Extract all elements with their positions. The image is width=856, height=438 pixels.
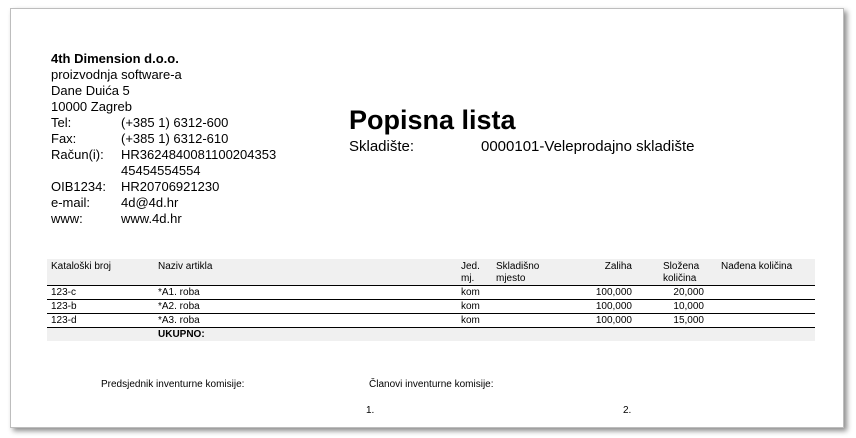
company-email	[51, 195, 276, 211]
company-name: 4th Dimension d.o.o.	[51, 51, 179, 66]
company-fax	[51, 131, 276, 147]
cell-stock: 100,000	[595, 287, 632, 298]
account-value-1: HR3624840081100204353	[121, 147, 277, 162]
warehouse-line	[349, 138, 695, 155]
president-signature-label: Predsjednik inventurne komisije:	[101, 379, 245, 390]
cell-catalog: 123-c	[51, 287, 77, 298]
table-row	[47, 314, 815, 328]
cell-stacked: 20,000	[673, 287, 704, 298]
header-name: Naziv artikla	[158, 261, 213, 272]
tel-value: (+385 1) 6312-600	[121, 115, 229, 130]
fax-value: (+385 1) 6312-610	[121, 131, 229, 146]
cell-name: *A1. roba	[158, 287, 200, 298]
table-row	[47, 286, 815, 300]
header-unit-line2: mj.	[461, 273, 475, 284]
company-activity: proizvodnja software-a	[51, 67, 182, 82]
cell-unit: kom	[461, 315, 480, 326]
member-1-label: 1.	[366, 405, 375, 416]
inventory-table	[47, 259, 815, 341]
members-signature-label: Članovi inventurne komisije:	[369, 379, 494, 390]
header-stacked	[663, 261, 699, 285]
header-catalog: Kataloški broj	[51, 261, 112, 272]
table-total-row	[47, 328, 815, 341]
company-street: Dane Duića 5	[51, 83, 130, 98]
header-stock: Zaliha	[604, 261, 632, 272]
table-row	[47, 300, 815, 314]
account-label: Račun(i):	[51, 147, 104, 162]
header-unit	[461, 261, 480, 285]
www-label: www:	[51, 211, 83, 226]
fax-label: Fax:	[51, 131, 77, 146]
header-location-line1: Skladišno	[496, 261, 540, 272]
header-location-line2: mjesto	[496, 273, 526, 284]
email-value: 4d@4d.hr	[121, 195, 179, 210]
cell-stacked: 10,000	[673, 301, 704, 312]
header-found: Nađena količina	[721, 261, 793, 272]
company-www	[51, 211, 276, 227]
total-label: UKUPNO:	[158, 329, 205, 340]
company-block	[51, 51, 276, 227]
warehouse-label: Skladište:	[349, 138, 415, 155]
header-unit-line1: Jed.	[461, 261, 480, 272]
header-stacked-line1: Složena	[663, 261, 700, 272]
email-label: e-mail:	[51, 195, 91, 210]
cell-unit: kom	[461, 301, 480, 312]
member-2-label: 2.	[623, 405, 632, 416]
warehouse-value: 0000101-Veleprodajno skladište	[481, 138, 695, 155]
header-stacked-line2: količina	[663, 273, 697, 284]
cell-stock: 100,000	[595, 315, 632, 326]
cell-stacked: 15,000	[673, 315, 704, 326]
oib-value: HR20706921230	[121, 179, 220, 194]
oib-label: OIB1234:	[51, 179, 106, 194]
table-header	[47, 259, 815, 286]
cell-unit: kom	[461, 287, 480, 298]
cell-name: *A3. roba	[158, 315, 200, 326]
tel-label: Tel:	[51, 115, 72, 130]
company-tel	[51, 115, 276, 131]
cell-catalog: 123-b	[51, 301, 77, 312]
account-value-2: 45454554554	[121, 163, 201, 178]
company-account-2	[51, 163, 276, 179]
company-account	[51, 147, 276, 163]
company-city: 10000 Zagreb	[51, 99, 132, 114]
cell-catalog: 123-d	[51, 315, 77, 326]
document-title: Popisna lista	[349, 105, 516, 135]
document-page	[10, 8, 844, 428]
cell-stock: 100,000	[595, 301, 632, 312]
company-oib	[51, 179, 276, 195]
cell-name: *A2. roba	[158, 301, 200, 312]
www-value: www.4d.hr	[121, 211, 182, 226]
header-location	[496, 261, 539, 285]
